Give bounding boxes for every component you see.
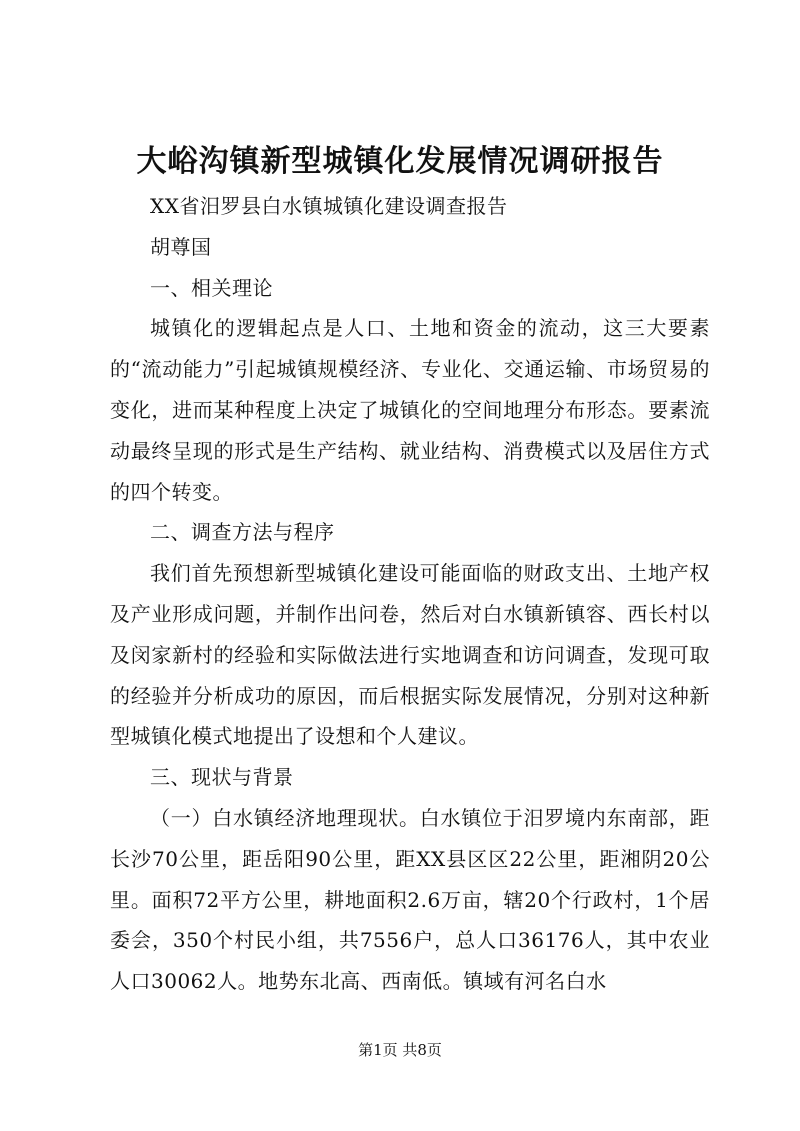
section-heading-background: 三、现状与背景 <box>150 765 294 790</box>
body-paragraph: 我们首先预想新型城镇化建设可能面临的财政支出、土地产权及产业形成问题，并制作出问卷，然后对白水镇新镇容、西长村以及闵家新村的经验和实际做法进行实地调查和访问调查，发现可取的经验并分析成功的原因，而后根据实际发展情况，分别对这种新型城镇化模式地提出了设想和个人建议。 <box>110 561 710 749</box>
page-number-footer: 第1页 共8页 <box>358 1041 442 1059</box>
document-body <box>110 186 710 1002</box>
document-title: 大峪沟镇新型城镇化发展情况调研报告 <box>136 144 664 179</box>
author-paragraph: 胡尊国 <box>150 234 212 259</box>
section-heading-theory: 一、相关理论 <box>150 275 273 300</box>
subtitle-paragraph: XX省汨罗县白水镇城镇化建设调查报告 <box>150 194 508 218</box>
body-paragraph: 城镇化的逻辑起点是人口、土地和资金的流动，这三大要素的“流动能力”引起城镇规模经济、专业化、交通运输、市场贸易的变化，进而某种程度上决定了城镇化的空间地理分布形态。要素流动最终呈现的形式是生产结构、就业结构、消费模式以及居住方式的四个转变。 <box>110 316 710 504</box>
section-heading-method: 二、调查方法与程序 <box>150 520 335 545</box>
body-paragraph: （一）白水镇经济地理现状。白水镇位于汨罗境内东南部，距长沙70公里，距岳阳90公里，距XX县区区22公里，距湘阴20公里。面积72平方公里，耕地面积2.6万亩，辖20个行政村，1个居委会，350个村民小组，共7556户，总人口36176人，其中农业人口30062人。地势东北高、西南低。镇域有河名白水 <box>110 805 710 994</box>
